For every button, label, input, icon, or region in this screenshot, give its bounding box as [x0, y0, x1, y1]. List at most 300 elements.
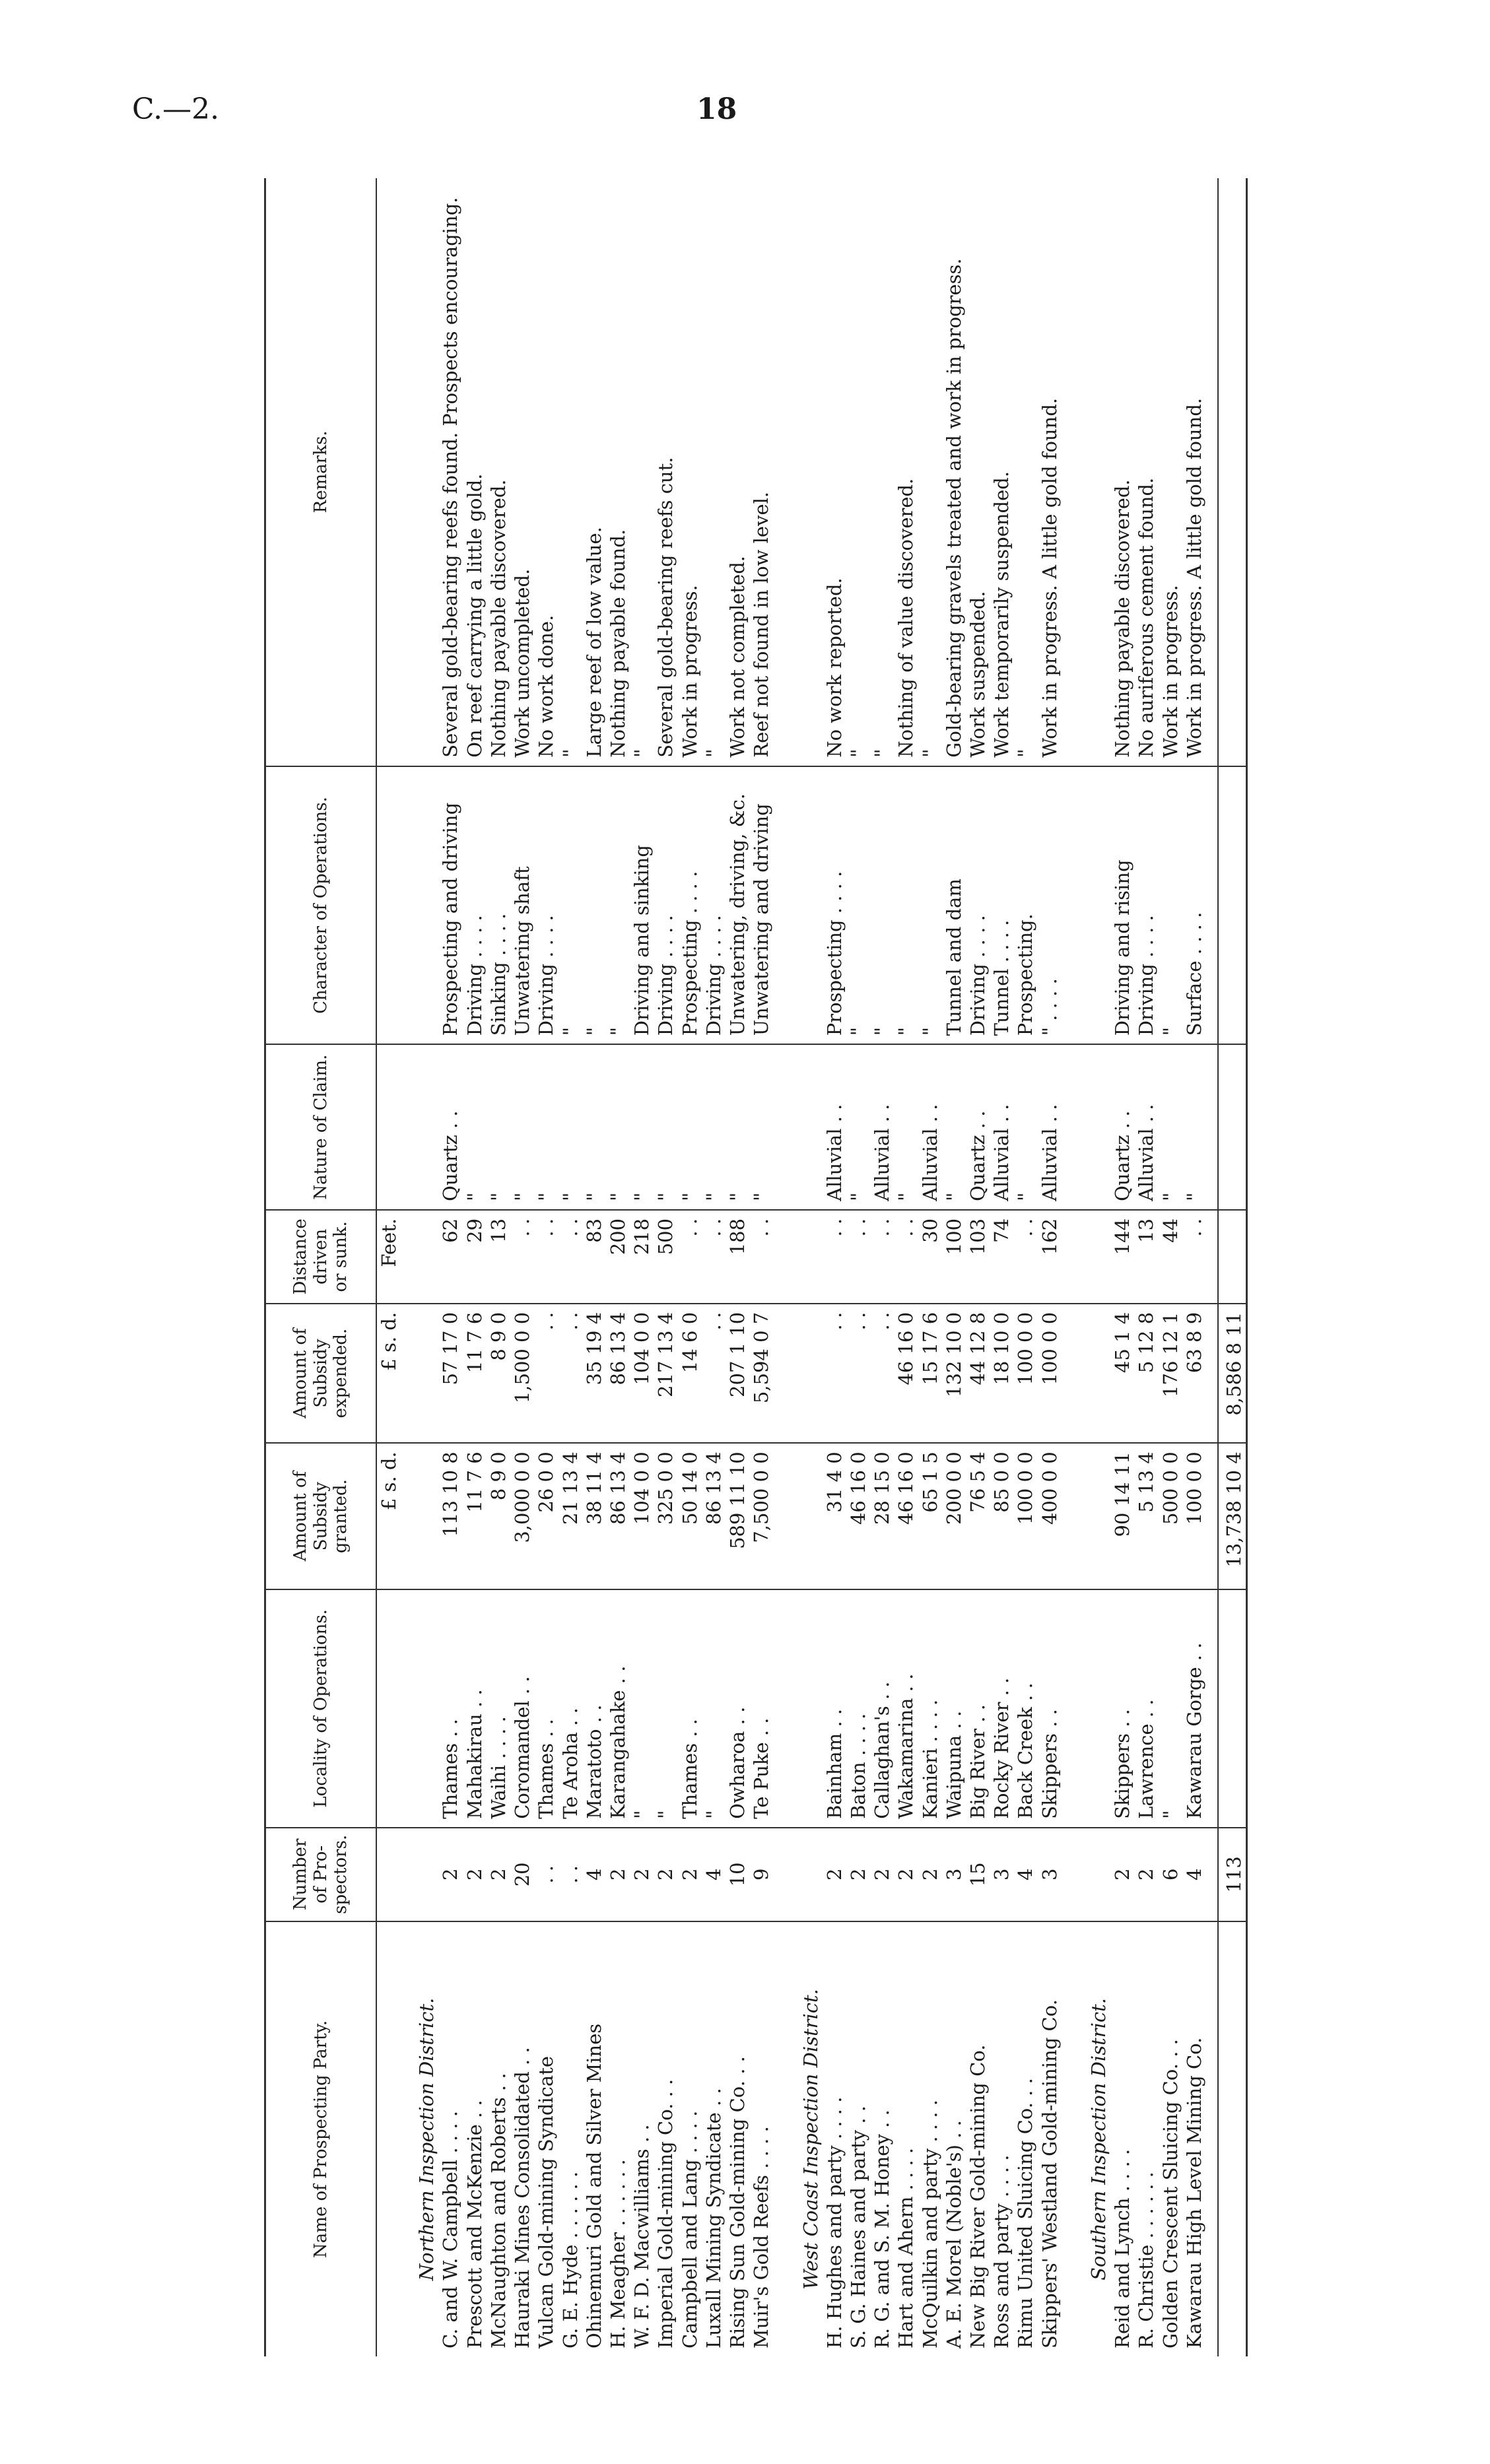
remarks: Nothing payable discovered. — [487, 178, 510, 766]
page-header — [0, 0, 1490, 132]
locality: Lawrence . . — [1134, 1589, 1158, 1828]
locality: Thames . . — [534, 1589, 558, 1828]
party-name: McNaughton and Roberts . . — [487, 2073, 510, 2348]
remarks: " — [630, 178, 654, 766]
table-row — [559, 178, 582, 2356]
subsidy-expended: 15 17 6 — [918, 1304, 942, 1444]
locality: Coromandel . . — [510, 1589, 534, 1828]
party-name: Reid and Lynch . . . . — [1111, 2148, 1134, 2348]
locality: Bainham . . — [823, 1589, 846, 1828]
party-name: Rising Sun Gold-mining Co. . . — [726, 2056, 749, 2348]
section-heading-row — [401, 178, 438, 2356]
remarks: Work in progress. — [1159, 178, 1182, 766]
empty-cell — [1073, 1443, 1110, 1589]
character-of-operations: Driving and rising — [1110, 766, 1134, 1045]
table-row — [918, 178, 942, 2356]
subsidy-granted: 8 9 0 — [487, 1443, 510, 1589]
party-name: New Big River Gold-mining Co. — [966, 2044, 990, 2348]
remarks: Work in progress. — [678, 178, 702, 766]
table-row — [654, 178, 677, 2356]
col-header-distance: Distance driven or sunk. — [265, 1210, 377, 1304]
empty-cell — [1073, 766, 1110, 1045]
locality: Te Aroha . . — [559, 1589, 582, 1828]
character-of-operations: " — [606, 766, 630, 1045]
party-name: Hart and Ahern . . . . — [895, 2147, 918, 2348]
table-row — [702, 178, 726, 2356]
distance: 218 — [630, 1210, 654, 1304]
remarks: Work suspended. — [966, 178, 990, 766]
subsidy-granted: 86 13 4 — [606, 1443, 630, 1589]
subsidy-expended: 176 12 1 — [1159, 1304, 1182, 1444]
character-of-operations: Unwatering, driving, &c. — [726, 766, 749, 1045]
prospectors-count: 3 — [990, 1828, 1013, 1921]
subsidy-expended: 100 0 0 — [1038, 1304, 1073, 1444]
total-granted: 13,738 10 4 — [1218, 1443, 1247, 1589]
units-granted: £ s. d. — [376, 1443, 401, 1589]
subsidy-expended: . . — [823, 1304, 846, 1444]
prospectors-count: 2 — [630, 1828, 654, 1921]
empty-cell — [785, 1210, 823, 1304]
character-of-operations: Prospecting . . . . — [678, 766, 702, 1045]
table-row — [510, 178, 534, 2356]
subsidy-granted: 325 0 0 — [654, 1443, 677, 1589]
locality: Karangahake . . — [606, 1589, 630, 1828]
subsidy-expended: 11 7 6 — [463, 1304, 487, 1444]
col-header-nature: Nature of Claim. — [265, 1044, 377, 1210]
empty-cell — [401, 1304, 438, 1444]
locality: Thames . . — [438, 1589, 462, 1828]
distance: 83 — [582, 1210, 606, 1304]
subsidy-granted: 500 0 0 — [1159, 1443, 1182, 1589]
party-name: Skippers' Westland Gold-mining Co. — [1038, 1999, 1061, 2348]
table-row — [966, 178, 990, 2356]
character-of-operations: Driving . . . . — [702, 766, 726, 1045]
party-name: R. Christie . . . . . . — [1135, 2172, 1158, 2348]
prospectors-count: 15 — [966, 1828, 990, 1921]
table-row — [1159, 178, 1182, 2356]
empty-cell — [401, 1828, 438, 1921]
distance: 74 — [990, 1210, 1013, 1304]
empty-cell — [785, 1304, 823, 1444]
col-header-character: Character of Operations. — [265, 766, 377, 1045]
col-header-name: Name of Prospecting Party. — [265, 1921, 377, 2356]
subsidy-granted: 100 0 0 — [1182, 1443, 1218, 1589]
distance: 103 — [966, 1210, 990, 1304]
subsidy-expended: 132 10 0 — [942, 1304, 966, 1444]
distance: 13 — [1134, 1210, 1158, 1304]
prospectors-count: 2 — [870, 1828, 894, 1921]
distance: 188 — [726, 1210, 749, 1304]
locality: Mahakirau . . — [463, 1589, 487, 1828]
character-of-operations: Sinking . . . . — [487, 766, 510, 1045]
remarks: Work not completed. — [726, 178, 749, 766]
subsidy-expended: 217 13 4 — [654, 1304, 677, 1444]
nature-of-claim: " — [749, 1044, 784, 1210]
empty-cell — [1218, 1044, 1247, 1210]
locality: " — [654, 1589, 677, 1828]
character-of-operations: Prospecting . . . . — [823, 766, 846, 1045]
remarks: Work in progress. A little gold found. — [1038, 178, 1073, 766]
character-of-operations: " — [1159, 766, 1182, 1045]
locality: Kanieri . . . . — [918, 1589, 942, 1828]
col-header-expended: Amount of Subsidy expended. — [265, 1304, 377, 1444]
subsidy-granted: 3,000 0 0 — [510, 1443, 534, 1589]
table-row — [870, 178, 894, 2356]
distance: 29 — [463, 1210, 487, 1304]
subsidy-granted: 38 11 4 — [582, 1443, 606, 1589]
locality: Waipuna . . — [942, 1589, 966, 1828]
distance: . . — [870, 1210, 894, 1304]
locality: Rocky River . . — [990, 1589, 1013, 1828]
subsidy-expended: 14 6 0 — [678, 1304, 702, 1444]
locality: Baton . . . . — [846, 1589, 870, 1828]
party-name: McQuilkin and party . . . . — [918, 2100, 941, 2348]
character-of-operations: Driving and sinking — [630, 766, 654, 1045]
party-name: Golden Crescent Sluicing Co. . . — [1159, 2039, 1182, 2348]
distance: 500 — [654, 1210, 677, 1304]
character-of-operations: " — [582, 766, 606, 1045]
table-row — [749, 178, 784, 2356]
nature-of-claim: " — [702, 1044, 726, 1210]
character-of-operations: Driving . . . . — [463, 766, 487, 1045]
locality: Big River . . — [966, 1589, 990, 1828]
character-of-operations: Prospecting. — [1013, 766, 1037, 1045]
table-row — [534, 178, 558, 2356]
table-row — [942, 178, 966, 2356]
party-name: Kawarau High Level Mining Co. — [1182, 2037, 1205, 2348]
prospectors-count: 2 — [918, 1828, 942, 1921]
units-distance: Feet. — [376, 1210, 401, 1304]
distance: . . — [702, 1210, 726, 1304]
nature-of-claim: Quartz . . — [1110, 1044, 1134, 1210]
party-name: Prescott and McKenzie . . — [463, 2100, 486, 2348]
prospectors-count: 2 — [463, 1828, 487, 1921]
nature-of-claim: " — [630, 1044, 654, 1210]
character-of-operations: Driving . . . . — [534, 766, 558, 1045]
distance: . . — [510, 1210, 534, 1304]
distance: 62 — [438, 1210, 462, 1304]
empty-cell — [1218, 766, 1247, 1045]
remarks: Nothing payable discovered. — [1110, 178, 1134, 766]
document-code: C.—2. — [132, 92, 220, 126]
distance: . . — [678, 1210, 702, 1304]
remarks: Nothing payable found. — [606, 178, 630, 766]
section-heading-row — [1073, 178, 1110, 2356]
subsidy-expended: 63 8 9 — [1182, 1304, 1218, 1444]
subsidy-expended: 5 12 8 — [1134, 1304, 1158, 1444]
table-row — [606, 178, 630, 2356]
remarks: No auriferous cement found. — [1134, 178, 1158, 766]
subsidy-expended: 18 10 0 — [990, 1304, 1013, 1444]
party-name: Hauraki Mines Consolidated . . — [511, 2047, 534, 2348]
subsidy-expended: . . — [702, 1304, 726, 1444]
subsidy-granted: 26 0 0 — [534, 1443, 558, 1589]
prospectors-count: 2 — [654, 1828, 677, 1921]
distance: . . — [1013, 1210, 1037, 1304]
empty-cell — [1073, 1044, 1110, 1210]
distance: . . — [749, 1210, 784, 1304]
subsidy-expended: 104 0 0 — [630, 1304, 654, 1444]
distance: . . — [894, 1210, 918, 1304]
remarks: " — [846, 178, 870, 766]
units-expended: £ s. d. — [376, 1304, 401, 1444]
section-title: Southern Inspection District. — [1087, 1998, 1110, 2281]
subsidy-expended: 44 12 8 — [966, 1304, 990, 1444]
subsidy-granted: 7,500 0 0 — [749, 1443, 784, 1589]
nature-of-claim: Alluvial . . — [990, 1044, 1013, 1210]
page-number: 18 — [696, 92, 737, 126]
nature-of-claim: Alluvial . . — [1038, 1044, 1073, 1210]
party-name: Muir's Gold Reefs . . . . — [750, 2126, 773, 2348]
subsidy-granted: 28 15 0 — [870, 1443, 894, 1589]
locality: Owharoa . . — [726, 1589, 749, 1828]
empty-cell — [785, 1044, 823, 1210]
prospectors-count: 4 — [582, 1828, 606, 1921]
prospectors-count: 10 — [726, 1828, 749, 1921]
remarks: Gold-bearing gravels treated and work in progress. — [942, 178, 966, 766]
distance: 44 — [1159, 1210, 1182, 1304]
prospectors-count: 4 — [1013, 1828, 1037, 1921]
distance: . . — [823, 1210, 846, 1304]
party-name: S. G. Haines and party . . — [846, 2105, 869, 2348]
subsidy-expended: 35 19 4 — [582, 1304, 606, 1444]
distance: 13 — [487, 1210, 510, 1304]
table-row — [487, 178, 510, 2356]
subsidy-granted: 86 13 4 — [702, 1443, 726, 1589]
table-row — [630, 178, 654, 2356]
character-of-operations: Driving . . . . — [1134, 766, 1158, 1045]
party-name: R. G. and S. M. Honey . . — [871, 2110, 894, 2348]
character-of-operations: " — [846, 766, 870, 1045]
remarks: Several gold-bearing reefs found. Prospects encouraging. — [438, 178, 462, 766]
locality: Skippers . . — [1038, 1589, 1073, 1828]
prospectors-count: 2 — [823, 1828, 846, 1921]
subsidy-granted: 65 1 5 — [918, 1443, 942, 1589]
prospectors-count: . . — [559, 1828, 582, 1921]
subsidy-expended: . . — [559, 1304, 582, 1444]
party-name: Ross and party . . . . — [990, 2154, 1013, 2348]
empty-cell — [785, 766, 823, 1045]
prospectors-count: 20 — [510, 1828, 534, 1921]
locality: Callaghan's . . — [870, 1589, 894, 1828]
remarks: Reef not found in low level. — [749, 178, 784, 766]
party-name: Ohinemuri Gold and Silver Mines — [582, 2023, 605, 2348]
nature-of-claim: Quartz . . — [966, 1044, 990, 1210]
party-name: W. F. D. Macwilliams . . — [630, 2124, 654, 2348]
prospectors-count: 6 — [1159, 1828, 1182, 1921]
remarks: Work uncompleted. — [510, 178, 534, 766]
nature-of-claim: " — [726, 1044, 749, 1210]
subsidy-expended: . . — [534, 1304, 558, 1444]
character-of-operations: Driving . . . . — [654, 766, 677, 1045]
prospectors-count: 2 — [894, 1828, 918, 1921]
prospectors-count: 2 — [606, 1828, 630, 1921]
section-title: West Coast Inspection District. — [799, 1989, 822, 2290]
distance: 200 — [606, 1210, 630, 1304]
nature-of-claim: " — [678, 1044, 702, 1210]
col-header-locality: Locality of Operations. — [265, 1589, 377, 1828]
empty-cell — [401, 766, 438, 1045]
prospectors-count: 2 — [846, 1828, 870, 1921]
nature-of-claim: Alluvial . . — [870, 1044, 894, 1210]
locality: Thames . . — [678, 1589, 702, 1828]
character-of-operations: " — [918, 766, 942, 1045]
col-header-prospectors: Number of Pro-spectors. — [265, 1828, 377, 1921]
nature-of-claim: " — [534, 1044, 558, 1210]
nature-of-claim: " — [1013, 1044, 1037, 1210]
empty-cell — [1218, 1210, 1247, 1304]
distance: . . — [846, 1210, 870, 1304]
section-title: Northern Inspection District. — [415, 1997, 438, 2281]
subsidy-expended: . . — [870, 1304, 894, 1444]
locality: Back Creek . . — [1013, 1589, 1037, 1828]
prospectors-count: 2 — [1110, 1828, 1134, 1921]
table-row — [463, 178, 487, 2356]
nature-of-claim: " — [1182, 1044, 1218, 1210]
empty-cell — [785, 178, 823, 766]
prospectors-count: 4 — [1182, 1828, 1218, 1921]
character-of-operations: " — [870, 766, 894, 1045]
party-name: H. Hughes and party . . . . — [823, 2096, 846, 2348]
table-row — [678, 178, 702, 2356]
remarks: " — [870, 178, 894, 766]
remarks: Work in progress. A little gold found. — [1182, 178, 1218, 766]
subsidy-granted: 5 13 4 — [1134, 1443, 1158, 1589]
empty-cell — [401, 178, 438, 766]
table-row — [846, 178, 870, 2356]
party-name: Vulcan Gold-mining Syndicate — [535, 2055, 558, 2348]
subsidy-expended: 45 1 4 — [1110, 1304, 1134, 1444]
empty-cell — [1218, 178, 1247, 766]
subsidy-expended: . . — [846, 1304, 870, 1444]
character-of-operations: Unwatering shaft — [510, 766, 534, 1045]
prospectors-count: 4 — [702, 1828, 726, 1921]
nature-of-claim: Quartz . . — [438, 1044, 462, 1210]
distance: 162 — [1038, 1210, 1073, 1304]
distance: 100 — [942, 1210, 966, 1304]
remarks: No work reported. — [823, 178, 846, 766]
subsidy-granted: 113 10 8 — [438, 1443, 462, 1589]
locality: Te Puke . . — [749, 1589, 784, 1828]
party-name: Campbell and Lang . . . . — [678, 2110, 701, 2348]
prospectors-count: . . — [534, 1828, 558, 1921]
character-of-operations: Surface . . . . — [1182, 766, 1218, 1045]
table-row — [1038, 178, 1073, 2356]
remarks: " — [918, 178, 942, 766]
party-name: Rimu United Sluicing Co. . . — [1014, 2078, 1037, 2348]
empty-cell — [1073, 1304, 1110, 1444]
subsidy-granted: 589 11 10 — [726, 1443, 749, 1589]
empty-cell — [1073, 178, 1110, 766]
character-of-operations: Prospecting and driving — [438, 766, 462, 1045]
remarks: " — [702, 178, 726, 766]
table-row — [582, 178, 606, 2356]
locality: Maratoto . . — [582, 1589, 606, 1828]
nature-of-claim: " — [1159, 1044, 1182, 1210]
locality: " — [702, 1589, 726, 1828]
empty-cell — [401, 1044, 438, 1210]
nature-of-claim: " — [582, 1044, 606, 1210]
remarks: No work done. — [534, 178, 558, 766]
empty-cell — [401, 1210, 438, 1304]
empty-cell — [401, 1589, 438, 1828]
locality: " — [630, 1589, 654, 1828]
distance: . . — [1182, 1210, 1218, 1304]
empty-cell — [1073, 1210, 1110, 1304]
party-name: H. Meagher . . . . . . — [606, 2159, 629, 2348]
distance: 144 — [1110, 1210, 1134, 1304]
subsidy-granted: 90 14 11 — [1110, 1443, 1134, 1589]
locality: " — [1159, 1589, 1182, 1828]
remarks: Work temporarily suspended. — [990, 178, 1013, 766]
rotated-table-container — [264, 178, 1245, 2356]
prospectors-count: 3 — [942, 1828, 966, 1921]
subsidy-expended: 100 0 0 — [1013, 1304, 1037, 1444]
subsidy-expended: 8 9 0 — [487, 1304, 510, 1444]
subsidy-granted: 400 0 0 — [1038, 1443, 1073, 1589]
nature-of-claim: " — [487, 1044, 510, 1210]
locality: Kawarau Gorge . . — [1182, 1589, 1218, 1828]
subsidy-expended: 1,500 0 0 — [510, 1304, 534, 1444]
table-row — [726, 178, 749, 2356]
subsidy-granted: 76 5 4 — [966, 1443, 990, 1589]
subsidy-expended: 46 16 0 — [894, 1304, 918, 1444]
remarks: " — [1013, 178, 1037, 766]
subsidy-expended: 57 17 0 — [438, 1304, 462, 1444]
character-of-operations: Tunnel . . . . — [990, 766, 1013, 1045]
locality: Skippers . . — [1110, 1589, 1134, 1828]
remarks: Several gold-bearing reefs cut. — [654, 178, 677, 766]
prospectors-count: 2 — [1134, 1828, 1158, 1921]
subsidy-granted: 50 14 0 — [678, 1443, 702, 1589]
subsidy-granted: 11 7 6 — [463, 1443, 487, 1589]
table-row — [823, 178, 846, 2356]
subsidy-expended: 207 1 10 — [726, 1304, 749, 1444]
total-expended: 8,586 8 11 — [1218, 1304, 1247, 1444]
party-name: Imperial Gold-mining Co. . . — [654, 2079, 677, 2348]
empty-cell — [1218, 1589, 1247, 1828]
party-name: Luxall Mining Syndicate . . — [702, 2088, 725, 2348]
prospectors-count: 2 — [487, 1828, 510, 1921]
empty-cell — [401, 1443, 438, 1589]
subsidy-granted: 85 0 0 — [990, 1443, 1013, 1589]
table-row — [1013, 178, 1037, 2356]
section-heading-row — [785, 178, 823, 2356]
nature-of-claim: Alluvial . . — [823, 1044, 846, 1210]
empty-cell — [1073, 1828, 1110, 1921]
remarks: Large reef of low value. — [582, 178, 606, 766]
totals-row — [1218, 178, 1247, 2356]
character-of-operations: Driving . . . . — [966, 766, 990, 1045]
table-row — [1182, 178, 1218, 2356]
remarks: On reef carrying a little gold. — [463, 178, 487, 766]
character-of-operations: " — [894, 766, 918, 1045]
table-header-row — [265, 178, 377, 2356]
subsidy-granted: 104 0 0 — [630, 1443, 654, 1589]
units-row — [376, 178, 401, 2356]
empty-cell — [785, 1443, 823, 1589]
prospecting-subsidy-table — [264, 178, 1248, 2356]
party-name: A. E. Morel (Noble's) . . — [942, 2120, 965, 2348]
remarks: Nothing of value discovered. — [894, 178, 918, 766]
total-prospectors: 113 — [1218, 1828, 1247, 1921]
party-name: G. E. Hyde . . . . . . — [559, 2171, 582, 2348]
subsidy-granted: 46 16 0 — [894, 1443, 918, 1589]
character-of-operations: Unwatering and driving — [749, 766, 784, 1045]
subsidy-granted: 21 13 4 — [559, 1443, 582, 1589]
subsidy-expended: 5,594 0 7 — [749, 1304, 784, 1444]
subsidy-granted: 31 4 0 — [823, 1443, 846, 1589]
